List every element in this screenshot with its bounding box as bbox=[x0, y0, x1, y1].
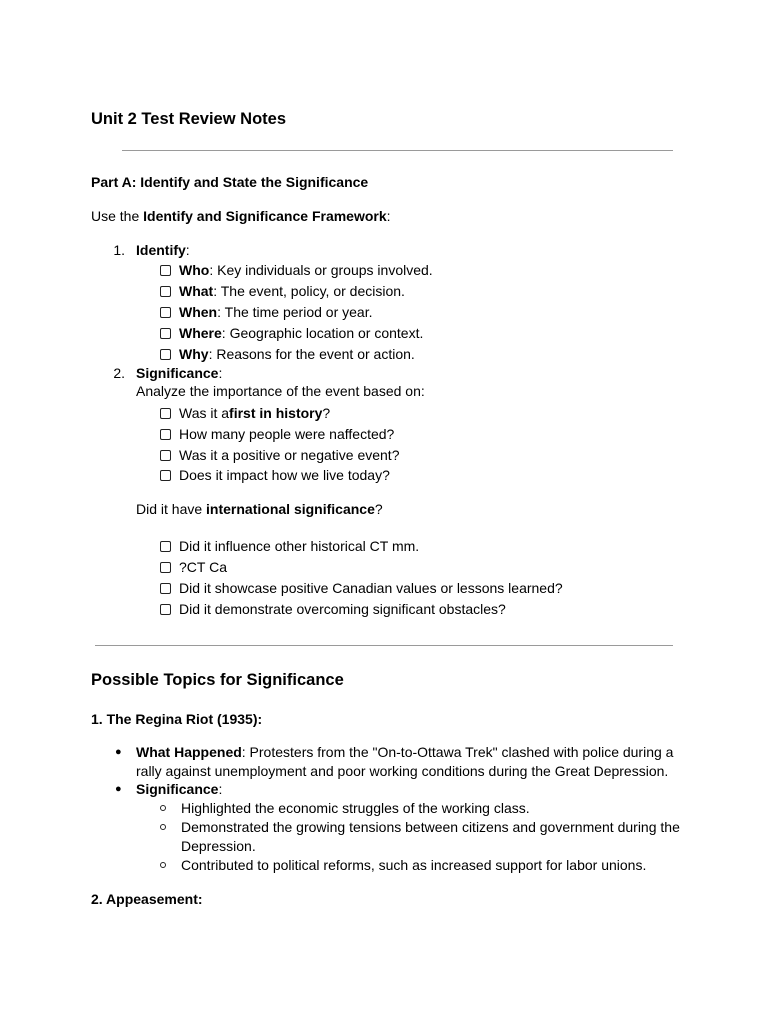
checkbox[interactable] bbox=[160, 583, 171, 594]
checkbox[interactable] bbox=[160, 307, 171, 318]
checklist-item-what[interactable]: What : The event, policy, or decision. bbox=[160, 282, 405, 300]
part-a-heading: Part A: Identify and State the Significance bbox=[91, 174, 369, 190]
significance-point-continued: Depression. bbox=[181, 838, 256, 854]
checklist-item-impact[interactable]: Does it impact how we live today? bbox=[160, 466, 390, 484]
significance-point: Demonstrated the growing tensions between citizens and government during the bbox=[181, 819, 680, 835]
checklist-item-values[interactable]: Did it showcase positive Canadian values or lessons learned? bbox=[160, 579, 563, 597]
checkbox[interactable] bbox=[160, 562, 171, 573]
checkbox[interactable] bbox=[160, 541, 171, 552]
list-number: 1. bbox=[113, 242, 125, 258]
checkbox[interactable] bbox=[160, 408, 171, 419]
what-happened-line-2: rally against unemployment and poor working conditions during the Great Depression. bbox=[136, 763, 669, 779]
significance-intro: Analyze the importance of the event based on: bbox=[136, 383, 425, 399]
checklist-item-where[interactable]: Where : Geographic location or context. bbox=[160, 324, 423, 342]
checklist-item-when[interactable]: When : The time period or year. bbox=[160, 303, 372, 321]
divider bbox=[122, 150, 673, 151]
bullet-icon: ● bbox=[115, 783, 122, 795]
topic-1-heading: 1. The Regina Riot (1935): bbox=[91, 711, 263, 727]
checklist-item-why[interactable]: Why : Reasons for the event or action. bbox=[160, 345, 415, 363]
checklist-item-positive-negative[interactable]: Was it a positive or negative event? bbox=[160, 446, 400, 464]
significance-point: Contributed to political reforms, such as increased support for labor unions. bbox=[181, 857, 647, 873]
page-title: Unit 2 Test Review Notes bbox=[91, 110, 286, 128]
checklist-item-influence[interactable]: Did it influence other historical CT mm. bbox=[160, 537, 419, 555]
checkbox[interactable] bbox=[160, 328, 171, 339]
checklist-item-who[interactable]: Who : Key individuals or groups involved. bbox=[160, 261, 433, 279]
checklist-item-affected[interactable]: How many people were naffected? bbox=[160, 425, 394, 443]
checklist-item-obstacles[interactable]: Did it demonstrate overcoming significant obstacles? bbox=[160, 600, 506, 618]
circle-bullet-icon bbox=[160, 824, 166, 830]
checkbox[interactable] bbox=[160, 429, 171, 440]
list-number: 2. bbox=[113, 365, 125, 381]
checkbox[interactable] bbox=[160, 286, 171, 297]
checklist-item-ct[interactable]: ?CT Ca bbox=[160, 558, 227, 576]
checkbox[interactable] bbox=[160, 349, 171, 360]
identify-label: Identify: bbox=[136, 242, 190, 258]
checkbox[interactable] bbox=[160, 265, 171, 276]
checkbox[interactable] bbox=[160, 450, 171, 461]
circle-bullet-icon bbox=[160, 862, 166, 868]
what-happened-line: What Happened: Protesters from the "On-to-Ottawa Trek" clashed with police during a bbox=[136, 744, 674, 760]
topic-2-heading: 2. Appeasement: bbox=[91, 891, 203, 907]
divider bbox=[95, 645, 673, 646]
international-question: Did it have international significance? bbox=[136, 501, 383, 517]
circle-bullet-icon bbox=[160, 805, 166, 811]
significance-sub-label: Significance: bbox=[136, 781, 223, 797]
checkbox[interactable] bbox=[160, 604, 171, 615]
checkbox[interactable] bbox=[160, 470, 171, 481]
checklist-item-first[interactable]: Was it a first in history ? bbox=[160, 404, 330, 422]
significance-point: Highlighted the economic struggles of the working class. bbox=[181, 800, 530, 816]
framework-intro: Use the Identify and Significance Framework: bbox=[91, 208, 391, 224]
topics-heading: Possible Topics for Significance bbox=[91, 671, 344, 689]
significance-label: Significance: bbox=[136, 365, 223, 381]
bullet-icon: ● bbox=[115, 746, 122, 758]
